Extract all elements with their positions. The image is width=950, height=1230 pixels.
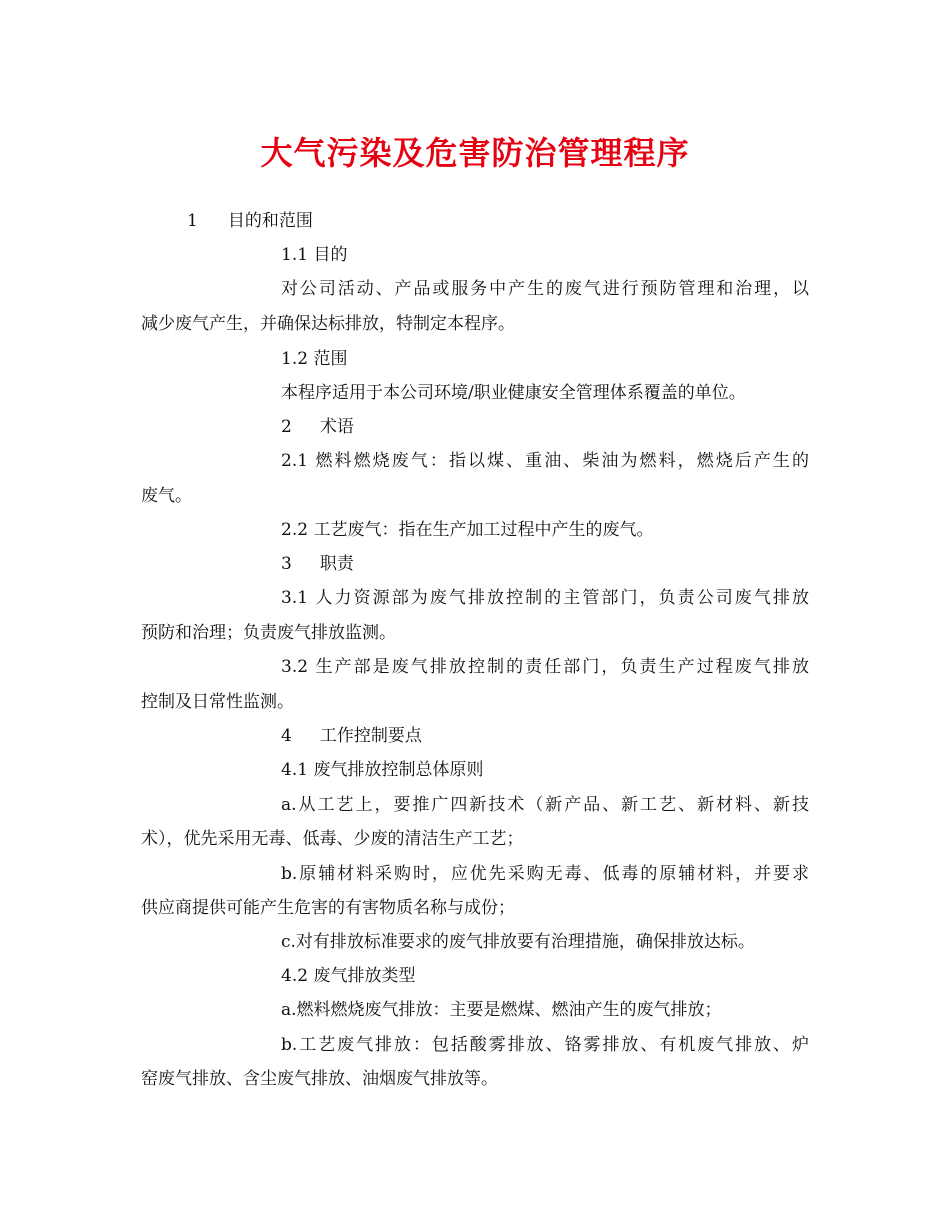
section-heading: [281, 726, 422, 746]
section-number: 4: [281, 726, 292, 746]
paragraph-line: 术），优先采用无毒、低毒、少废的清洁生产工艺；: [141, 829, 524, 849]
paragraph-line: a.燃料燃烧废气排放：主要是燃煤、燃油产生的废气排放；: [281, 1000, 722, 1020]
paragraph-line: 控制及日常性监测。: [141, 692, 294, 712]
paragraph-line: 窑废气排放、含尘废气排放、油烟废气排放等。: [141, 1069, 498, 1089]
section-title: 职责: [319, 554, 354, 574]
paragraph-line: a.从工艺上，要推广四新技术（新产品、新工艺、新材料、新技: [281, 795, 809, 815]
paragraph-line: b.工艺废气排放：包括酸雾排放、铬雾排放、有机废气排放、炉: [281, 1035, 809, 1055]
subsection-heading: 1.2 范围: [281, 349, 348, 369]
paragraph-line: 本程序适用于本公司环境/职业健康安全管理体系覆盖的单位。: [281, 383, 746, 403]
paragraph-line: 预防和治理；负责废气排放监测。: [141, 623, 396, 643]
section-title: 工作控制要点: [319, 726, 422, 746]
subsection-heading: 1.1 目的: [281, 245, 348, 265]
section-number: 3: [281, 554, 292, 574]
section-heading: [281, 417, 354, 437]
paragraph-line: 对公司活动、产品或服务中产生的废气进行预防管理和治理，以: [281, 279, 809, 299]
section-heading: [281, 554, 354, 574]
paragraph-line: 3.2 生产部是废气排放控制的责任部门，负责生产过程废气排放: [281, 657, 809, 677]
section-heading: [187, 211, 313, 231]
section-number: 1: [187, 211, 198, 231]
paragraph-line: 废气。: [141, 486, 192, 506]
subsection-heading: 4.2 废气排放类型: [281, 966, 416, 986]
paragraph-line: 2.1 燃料燃烧废气：指以煤、重油、柴油为燃料，燃烧后产生的: [281, 451, 809, 471]
paragraph-line: 3.1 人力资源部为废气排放控制的主管部门，负责公司废气排放: [281, 588, 809, 608]
paragraph-line: c.对有排放标准要求的废气排放要有治理措施，确保排放达标。: [281, 932, 755, 952]
paragraph-line: 2.2 工艺废气：指在生产加工过程中产生的废气。: [281, 520, 654, 540]
paragraph-line: 供应商提供可能产生危害的有害物质名称与成份；: [141, 898, 515, 918]
section-title: 术语: [319, 417, 354, 437]
paragraph-line: b.原辅材料采购时，应优先采购无毒、低毒的原辅材料，并要求: [281, 864, 809, 884]
section-number: 2: [281, 417, 292, 437]
document-title: 大气污染及危害防治管理程序: [260, 134, 690, 172]
paragraph-line: 减少废气产生，并确保达标排放，特制定本程序。: [141, 314, 515, 334]
subsection-heading: 4.1 废气排放控制总体原则: [281, 760, 484, 780]
section-title: 目的和范围: [227, 211, 313, 231]
